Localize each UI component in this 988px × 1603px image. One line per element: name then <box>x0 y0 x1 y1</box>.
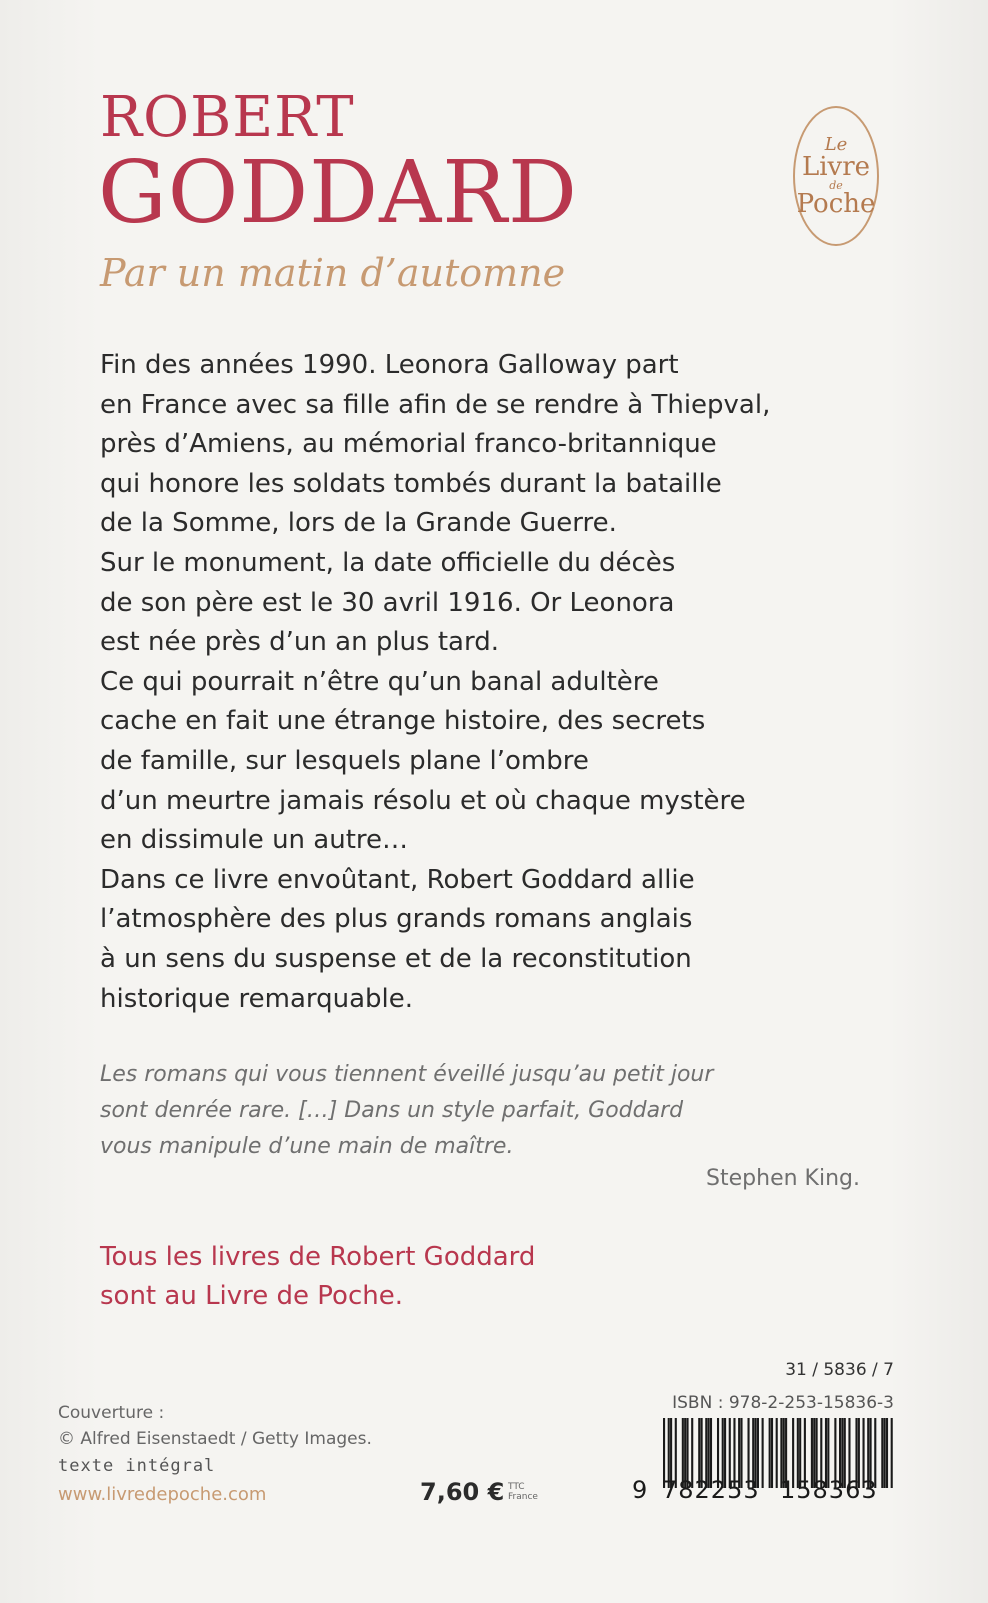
logo-line-3: de <box>829 178 843 192</box>
cover-label: Couverture : <box>58 1403 165 1423</box>
blurb-line: l’atmosphère des plus grands romans anglais <box>100 904 693 935</box>
publisher-website: www.livredepoche.com <box>58 1484 267 1505</box>
integral-text: texte intégral <box>58 1456 216 1476</box>
blurb-line: Dans ce livre envoûtant, Robert Goddard allie <box>100 864 695 895</box>
logo-line-4: Poche <box>796 188 876 219</box>
logo-line-2: Livre <box>801 151 871 182</box>
blurb-line: d’un meurtre jamais résolu et où chaque mystère <box>100 785 746 816</box>
author-first-name: ROBERT <box>100 85 355 150</box>
quote-author: Stephen King. <box>706 1166 860 1191</box>
quote-line: vous manipule d’une main de maître. <box>100 1134 514 1159</box>
book-title: Par un matin d’automne <box>100 251 566 295</box>
quote-line: Les romans qui vous tiennent éveillé jusqu’au petit jour <box>100 1062 714 1087</box>
blurb-line: en dissimule un autre… <box>100 825 409 856</box>
price-note-ttc: TTC <box>508 1482 525 1492</box>
catalog-number: 31 / 5836 / 7 <box>785 1360 894 1380</box>
blurb-line: de famille, sur lesquels plane l’ombre <box>100 745 589 776</box>
blurb-line: est née près d’un an plus tard. <box>100 627 499 658</box>
cover-credit: © Alfred Eisenstaedt / Getty Images. <box>58 1429 372 1449</box>
quote-line: sont denrée rare. […] Dans un style parfait, Goddard <box>100 1098 684 1123</box>
blurb-line: qui honore les soldats tombés durant la bataille <box>100 468 722 499</box>
barcode-digit-first: 9 <box>632 1476 648 1504</box>
barcode-digits <box>632 1476 897 1504</box>
isbn: ISBN : 978-2-253-15836-3 <box>672 1393 894 1413</box>
price: 7,60 € <box>420 1478 505 1506</box>
blurb-text <box>100 346 860 1019</box>
blurb-line: Fin des années 1990. Leonora Galloway part <box>100 350 679 380</box>
blurb-line: près d’Amiens, au mémorial franco-britannique <box>100 429 717 460</box>
logo-line-1: Le <box>824 133 848 155</box>
price-note <box>508 1482 538 1502</box>
author-last-name: GODDARD <box>98 143 578 243</box>
blurb-line: Ce qui pourrait n’être qu’un banal adultère <box>100 666 659 697</box>
blurb-line: à un sens du suspense et de la reconstitution <box>100 943 692 974</box>
barcode-digits-group-2: 158363 <box>780 1476 878 1504</box>
promo-text <box>100 1238 535 1316</box>
cover-credits <box>58 1400 372 1452</box>
publisher-logo <box>793 106 879 246</box>
blurb-line: Sur le monument, la date officielle du décès <box>100 547 676 578</box>
blurb-line: de son père est le 30 avril 1916. Or Leonora <box>100 587 675 618</box>
blurb-line: de la Somme, lors de la Grande Guerre. <box>100 508 617 539</box>
promo-line: Tous les livres de Robert Goddard <box>100 1242 536 1272</box>
price-note-country: France <box>508 1492 538 1502</box>
promo-line: sont au Livre de Poche. <box>100 1281 403 1311</box>
blurb-line: cache en fait une étrange histoire, des secrets <box>100 706 706 737</box>
blurb-line: historique remarquable. <box>100 983 414 1014</box>
review-quote <box>100 1057 860 1165</box>
barcode-digits-group-1: 782253 <box>662 1476 760 1504</box>
blurb-line: en France avec sa fille afin de se rendre à Thiepval, <box>100 389 771 420</box>
